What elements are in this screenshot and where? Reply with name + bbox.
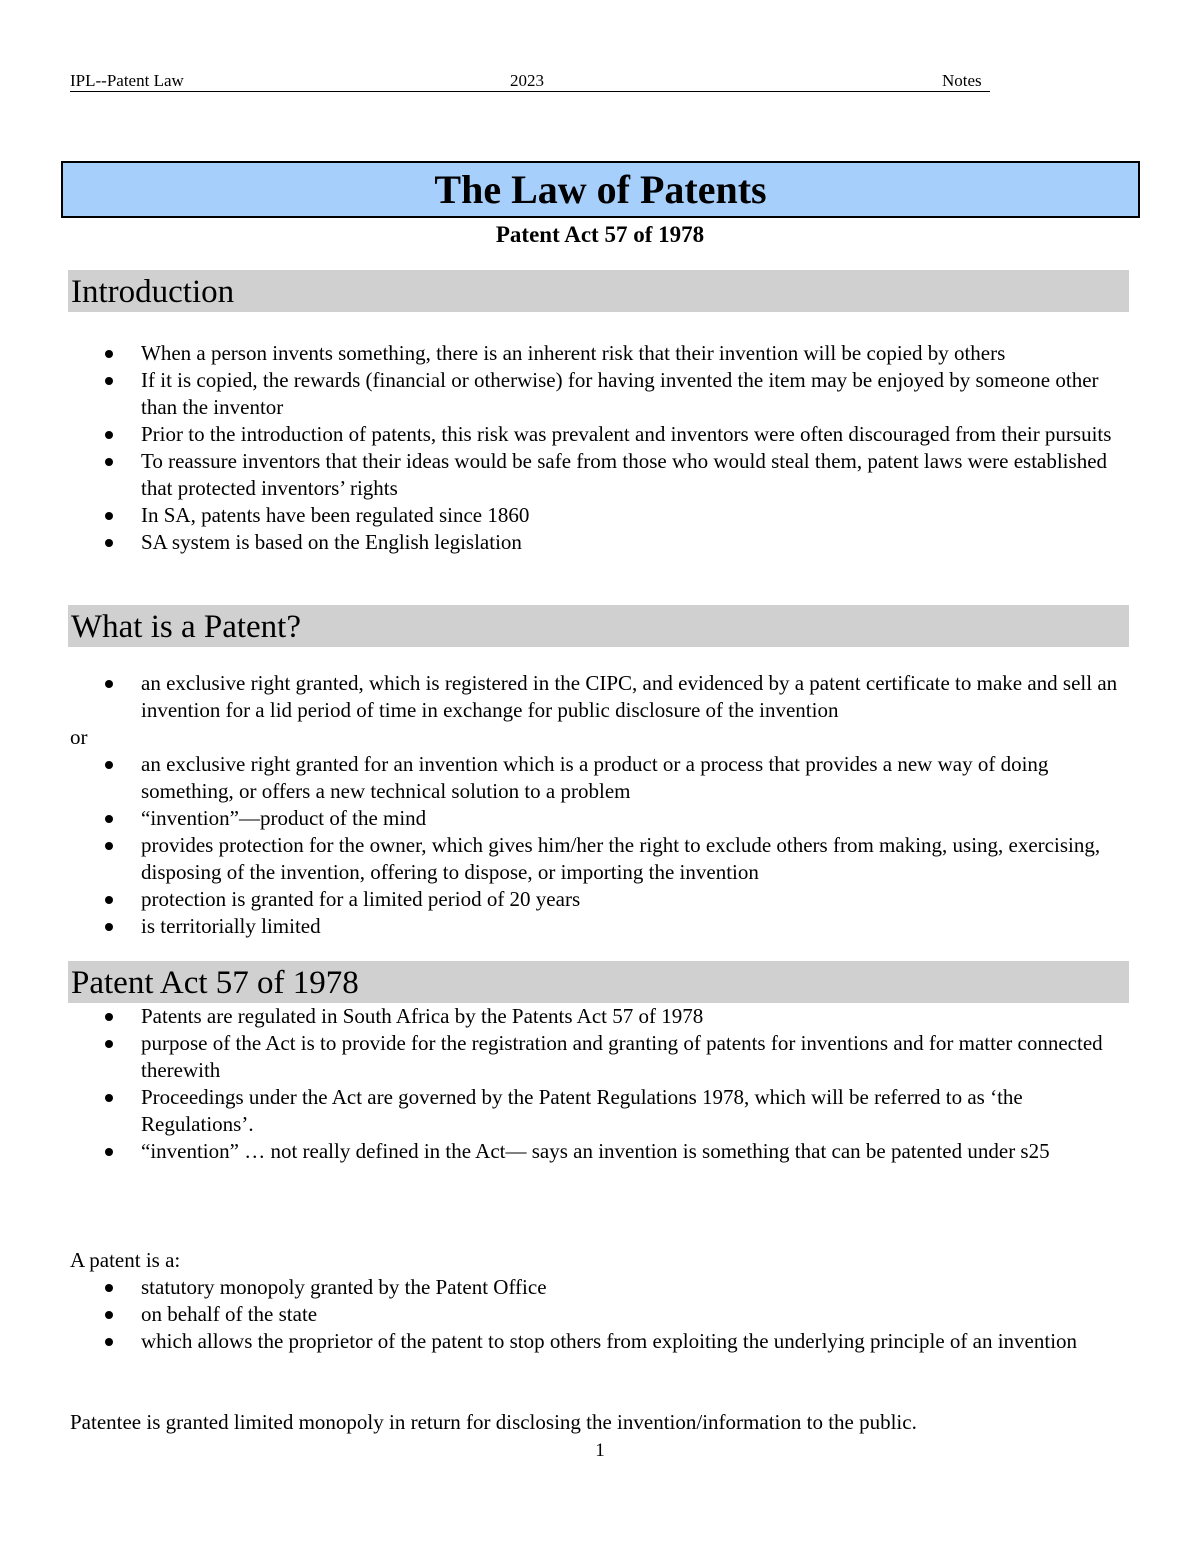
list-item: protection is granted for a limited period of 20 years bbox=[0, 886, 1131, 913]
what-is-patent-list-b bbox=[0, 751, 1131, 940]
header-right: Notes bbox=[942, 71, 982, 90]
list-item: In SA, patents have been regulated since 1860 bbox=[0, 502, 1131, 529]
closing-paragraph: Patentee is granted limited monopoly in return for disclosing the invention/information to the public. bbox=[70, 1410, 917, 1434]
list-item: which allows the proprietor of the patent to stop others from exploiting the underlying principle of an invention bbox=[0, 1328, 1131, 1355]
patent-is-lead: A patent is a: bbox=[70, 1248, 181, 1272]
list-item: When a person invents something, there is an inherent risk that their invention will be copied by others bbox=[0, 340, 1131, 367]
list-item: To reassure inventors that their ideas would be safe from those who would steal them, patent laws were established that protected inventors’ rights bbox=[0, 448, 1131, 502]
list-item: on behalf of the state bbox=[0, 1301, 1131, 1328]
header-center: 2023 bbox=[510, 71, 544, 90]
list-item: Prior to the introduction of patents, this risk was prevalent and inventors were often discouraged from their pursuits bbox=[0, 421, 1131, 448]
list-item: provides protection for the owner, which gives him/her the right to exclude others from making, using, exercising, disposing of the invention, offering to dispose, or importing the invention bbox=[0, 832, 1131, 886]
introduction-list bbox=[0, 340, 1131, 556]
patent-is-list bbox=[0, 1274, 1131, 1355]
list-item: is territorially limited bbox=[0, 913, 1131, 940]
list-item: If it is copied, the rewards (financial or otherwise) for having invented the item may be enjoyed by someone other than the inventor bbox=[0, 367, 1131, 421]
what-is-patent-list-a bbox=[0, 670, 1131, 724]
section-heading-patent-act: Patent Act 57 of 1978 bbox=[68, 961, 1129, 1003]
header-left: IPL--Patent Law bbox=[70, 71, 184, 90]
list-item: SA system is based on the English legislation bbox=[0, 529, 1131, 556]
list-item: “invention”—product of the mind bbox=[0, 805, 1131, 832]
section-heading-introduction: Introduction bbox=[68, 270, 1129, 312]
list-item: an exclusive right granted for an invention which is a product or a process that provides a new way of doing something, or offers a new technical solution to a problem bbox=[0, 751, 1131, 805]
document-title: The Law of Patents bbox=[61, 161, 1140, 218]
document-subtitle: Patent Act 57 of 1978 bbox=[495, 222, 705, 247]
list-item: an exclusive right granted, which is registered in the CIPC, and evidenced by a patent certificate to make and sell an invention for a lid period of time in exchange for public disclosure of the invention bbox=[0, 670, 1131, 724]
list-item: statutory monopoly granted by the Patent Office bbox=[0, 1274, 1131, 1301]
list-item: purpose of the Act is to provide for the registration and granting of patents for inventions and for matter connected therewith bbox=[0, 1030, 1131, 1084]
running-header bbox=[70, 71, 990, 92]
list-item: Patents are regulated in South Africa by the Patents Act 57 of 1978 bbox=[0, 1003, 1131, 1030]
or-connector: or bbox=[70, 725, 88, 749]
page-number: 1 bbox=[595, 1440, 605, 1461]
patent-act-list bbox=[0, 1003, 1131, 1165]
section-heading-what-is-a-patent: What is a Patent? bbox=[68, 605, 1129, 647]
list-item: Proceedings under the Act are governed by the Patent Regulations 1978, which will be referred to as ‘the Regulations’. bbox=[0, 1084, 1131, 1138]
list-item: “invention” … not really defined in the Act— says an invention is something that can be patented under s25 bbox=[0, 1138, 1131, 1165]
